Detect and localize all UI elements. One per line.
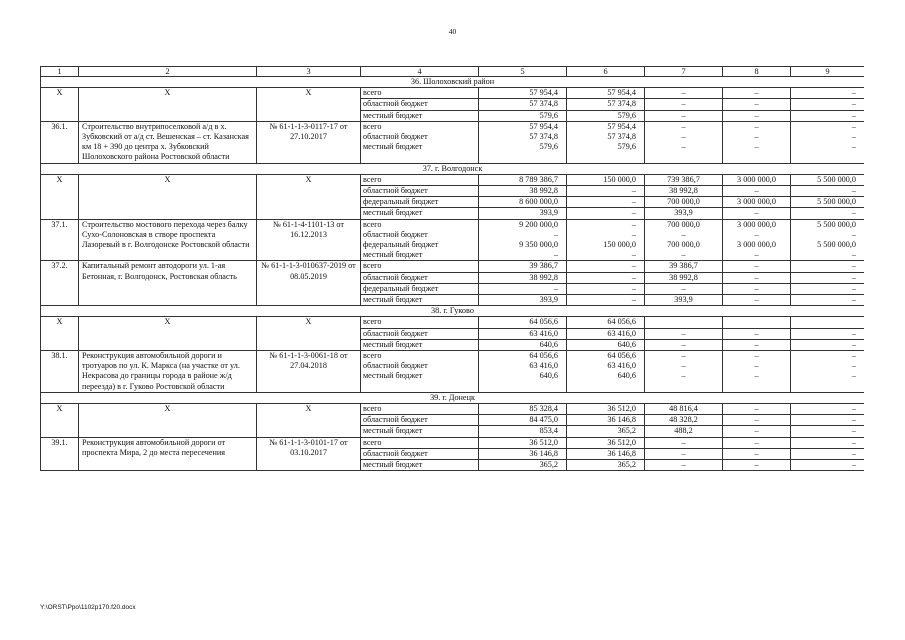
budget-value: – xyxy=(631,229,636,239)
document-number: X xyxy=(257,404,361,438)
budget-value: областной бюджет xyxy=(361,448,479,459)
budget-value: 579,6 xyxy=(567,110,645,121)
budget-value: – xyxy=(851,361,856,371)
budget-value: – xyxy=(754,371,759,381)
budget-value: – xyxy=(723,283,791,294)
column-header: 7 xyxy=(645,67,723,77)
budget-value: 853,4 xyxy=(479,426,567,437)
budget-value: 38 992,8 xyxy=(645,186,723,197)
row-number: X xyxy=(41,88,79,122)
budget-value: местный бюджет xyxy=(361,426,479,437)
table-row xyxy=(41,351,865,393)
budget-value: – xyxy=(723,448,791,459)
budget-value: 640,6 xyxy=(567,339,645,350)
budget-value: – xyxy=(791,448,865,459)
row-number: X xyxy=(41,404,79,438)
budget-cell xyxy=(361,219,479,261)
budget-value: 85 328,4 xyxy=(479,404,567,415)
budget-cell xyxy=(645,121,723,163)
budget-value: 365,2 xyxy=(567,460,645,471)
budget-value: 57 954,4 xyxy=(607,121,636,131)
budget-value xyxy=(645,317,723,328)
budget-value: местный бюджет xyxy=(363,250,423,260)
budget-value: – xyxy=(567,208,645,219)
budget-value: – xyxy=(553,250,558,260)
budget-value: областной бюджет xyxy=(361,99,479,110)
budget-value: 39 386,7 xyxy=(645,261,723,272)
budget-value: 57 374,8 xyxy=(529,132,558,141)
document-number: № 61-1-1-3-0101-17 от 03.10.2017 xyxy=(257,437,361,471)
object-name: Реконструкция автомобильной дороги и тротуаров по ул. К. Маркса (на участке от ул. Некрасова до границы города в районе ж/д переезда) в г. Гуково Ростовской области xyxy=(79,351,257,393)
object-name: X xyxy=(79,88,257,122)
budget-value: – xyxy=(851,250,856,260)
budget-value: – xyxy=(791,110,865,121)
budget-value: – xyxy=(681,121,686,131)
budget-value: 150 000,0 xyxy=(567,174,645,185)
budget-value: – xyxy=(723,208,791,219)
budget-value: 9 350 000,0 xyxy=(519,240,558,250)
budget-value: местный бюджет xyxy=(361,208,479,219)
budget-value: 700 000,0 xyxy=(645,197,723,208)
budget-value: 38 992,8 xyxy=(479,186,567,197)
section-title: 38. г. Гуково xyxy=(41,306,865,317)
budget-value: – xyxy=(645,437,723,448)
budget-table xyxy=(40,66,864,471)
budget-value: 9 200 000,0 xyxy=(519,219,558,229)
budget-value: 63 416,0 xyxy=(567,328,645,339)
budget-value: 36 512,0 xyxy=(567,404,645,415)
budget-value: – xyxy=(645,283,723,294)
budget-value: – xyxy=(754,250,759,260)
table-row xyxy=(41,437,865,448)
budget-value: федеральный бюджет xyxy=(361,197,479,208)
budget-cell xyxy=(567,351,645,393)
budget-cell xyxy=(567,219,645,261)
budget-value: 63 416,0 xyxy=(479,328,567,339)
budget-value: 488,2 xyxy=(645,426,723,437)
budget-value: – xyxy=(723,99,791,110)
budget-value xyxy=(723,317,791,328)
budget-cell xyxy=(567,121,645,163)
budget-cell xyxy=(791,219,865,261)
budget-value: – xyxy=(645,448,723,459)
budget-value: всего xyxy=(361,437,479,448)
budget-value: местный бюджет xyxy=(361,295,479,306)
budget-value: местный бюджет xyxy=(361,460,479,471)
row-number: 36.1. xyxy=(41,121,79,163)
budget-value: – xyxy=(723,295,791,306)
budget-value: – xyxy=(681,371,686,381)
table-row xyxy=(41,404,865,415)
budget-value: 393,9 xyxy=(645,295,723,306)
budget-value: 84 475,0 xyxy=(479,415,567,426)
object-name: X xyxy=(79,404,257,438)
budget-value: – xyxy=(791,88,865,99)
budget-value: 57 954,4 xyxy=(479,88,567,99)
budget-value: всего xyxy=(361,261,479,272)
document-number: № 61-1-1-3-0061-18 от 27.04.2018 xyxy=(257,351,361,393)
budget-value: – xyxy=(754,121,759,131)
budget-value: 36 146,8 xyxy=(567,448,645,459)
budget-value: всего xyxy=(361,317,479,328)
budget-cell xyxy=(791,351,865,393)
budget-value: областной бюджет xyxy=(361,272,479,283)
budget-value: 38 992,8 xyxy=(479,272,567,283)
budget-value: – xyxy=(791,404,865,415)
budget-value: федеральный бюджет xyxy=(363,240,439,250)
budget-value: – xyxy=(851,121,856,131)
budget-value: 640,6 xyxy=(539,371,558,381)
budget-value: 38 992,8 xyxy=(645,272,723,283)
budget-value: областной бюджет xyxy=(361,328,479,339)
row-number: 39.1. xyxy=(41,437,79,471)
budget-value: – xyxy=(754,229,759,239)
budget-value: – xyxy=(791,186,865,197)
budget-value: – xyxy=(754,132,759,141)
budget-value: всего xyxy=(363,219,382,229)
section-row xyxy=(41,77,865,88)
budget-value: – xyxy=(723,186,791,197)
budget-value: местный бюджет xyxy=(361,339,479,350)
budget-value: – xyxy=(681,250,686,260)
table-row xyxy=(41,219,865,261)
object-name: Реконструкция автомобильной дороги от проспекта Мира, 2 до места пересечения xyxy=(79,437,257,471)
budget-value: 393,9 xyxy=(645,208,723,219)
budget-value: 700 000,0 xyxy=(667,240,700,250)
budget-value: – xyxy=(791,437,865,448)
section-title: 36. Шолоховский район xyxy=(41,77,865,88)
column-header: 5 xyxy=(479,67,567,77)
budget-value: – xyxy=(723,261,791,272)
budget-value: – xyxy=(723,415,791,426)
budget-value: 365,2 xyxy=(479,460,567,471)
budget-value: – xyxy=(754,361,759,371)
column-header: 8 xyxy=(723,67,791,77)
budget-value: – xyxy=(723,88,791,99)
budget-value: 8 789 386,7 xyxy=(479,174,567,185)
budget-value: – xyxy=(791,208,865,219)
document-number: № 61-1-1-3-0117-17 от 27.10.2017 xyxy=(257,121,361,163)
budget-value: 63 416,0 xyxy=(607,361,636,371)
budget-value: 393,9 xyxy=(479,208,567,219)
budget-value: 150 000,0 xyxy=(603,240,636,250)
budget-value: – xyxy=(791,426,865,437)
column-header: 2 xyxy=(79,67,257,77)
budget-value: – xyxy=(791,295,865,306)
budget-value: – xyxy=(723,404,791,415)
budget-cell xyxy=(645,219,723,261)
file-path-footer: Y:\ORST\Ppo\1102p170.f20.docx xyxy=(40,604,136,611)
budget-value: всего xyxy=(363,351,382,361)
budget-value: 5 500 000,0 xyxy=(791,197,865,208)
budget-value: – xyxy=(791,272,865,283)
budget-value: – xyxy=(567,186,645,197)
budget-value: 579,6 xyxy=(479,110,567,121)
budget-value: местный бюджет xyxy=(363,371,423,381)
budget-value: – xyxy=(645,339,723,350)
budget-value: 640,6 xyxy=(617,371,636,381)
section-row xyxy=(41,306,865,317)
budget-value: областной бюджет xyxy=(361,186,479,197)
budget-value: областной бюджет xyxy=(363,229,428,239)
budget-value: – xyxy=(791,99,865,110)
section-row xyxy=(41,163,865,174)
page-number: 40 xyxy=(448,27,457,36)
budget-value: – xyxy=(631,219,636,229)
budget-value: – xyxy=(567,261,645,272)
budget-value: 57 954,4 xyxy=(529,121,558,131)
budget-value: 57 954,4 xyxy=(567,88,645,99)
budget-value: – xyxy=(681,361,686,371)
budget-value: 3 000 000,0 xyxy=(737,219,776,229)
budget-value: – xyxy=(851,371,856,381)
table-row xyxy=(41,174,865,185)
budget-cell xyxy=(479,121,567,163)
budget-value: – xyxy=(754,142,759,152)
budget-value: – xyxy=(851,229,856,239)
document-number: № 61-1-1-3-010637-2019 от 08.05.2019 xyxy=(257,261,361,306)
budget-value: – xyxy=(723,339,791,350)
budget-value: – xyxy=(791,328,865,339)
budget-value: федеральный бюджет xyxy=(361,283,479,294)
header-row xyxy=(41,67,865,77)
budget-value: 5 500 000,0 xyxy=(791,174,865,185)
budget-value: – xyxy=(681,142,686,152)
budget-value: 48 328,2 xyxy=(645,415,723,426)
budget-value: 739 386,7 xyxy=(645,174,723,185)
budget-cell xyxy=(723,121,791,163)
budget-value: – xyxy=(723,460,791,471)
budget-value: – xyxy=(567,283,645,294)
budget-value: 36 512,0 xyxy=(479,437,567,448)
column-header: 6 xyxy=(567,67,645,77)
budget-value: – xyxy=(567,295,645,306)
object-name: Строительство мостового перехода через балку Сухо-Солоновская в створе проспекта Лазоревый в г. Волгодонске Ростовской области xyxy=(79,219,257,261)
budget-value: 579,6 xyxy=(539,142,558,152)
budget-value: 5 500 000,0 xyxy=(817,219,856,229)
budget-value: областной бюджет xyxy=(361,415,479,426)
budget-cell xyxy=(479,351,567,393)
document-number: № 61-1-4-1101-13 от 16.12.2013 xyxy=(257,219,361,261)
object-name: Строительство внутрипоселковой а/д в х. Зубковский от а/д ст. Вешенская – ст. Казанская км 18 + 390 до центра х. Зубковский Шолоховского района Ростовской области xyxy=(79,121,257,163)
budget-value: – xyxy=(723,272,791,283)
budget-value: – xyxy=(851,351,856,361)
budget-value: – xyxy=(479,283,567,294)
budget-value: – xyxy=(791,460,865,471)
table-row xyxy=(41,121,865,163)
column-header: 3 xyxy=(257,67,361,77)
budget-value: 64 056,6 xyxy=(479,317,567,328)
document-number: X xyxy=(257,174,361,219)
budget-value: 48 816,4 xyxy=(645,404,723,415)
budget-value: – xyxy=(567,272,645,283)
budget-value: – xyxy=(681,132,686,141)
budget-cell xyxy=(479,219,567,261)
table-row xyxy=(41,261,865,272)
row-number: X xyxy=(41,317,79,351)
budget-value: всего xyxy=(361,88,479,99)
budget-value: – xyxy=(645,110,723,121)
budget-value: – xyxy=(791,415,865,426)
budget-value: 36 146,8 xyxy=(479,448,567,459)
budget-value: – xyxy=(567,197,645,208)
budget-value: – xyxy=(645,460,723,471)
row-number: 37.1. xyxy=(41,219,79,261)
section-row xyxy=(41,392,865,403)
budget-value: 579,6 xyxy=(617,142,636,152)
budget-value: 3 000 000,0 xyxy=(723,197,791,208)
budget-value: областной бюджет xyxy=(363,361,428,371)
budget-value: – xyxy=(791,339,865,350)
budget-value xyxy=(791,317,865,328)
budget-value: 64 056,6 xyxy=(607,351,636,361)
table-row xyxy=(41,88,865,99)
budget-cell xyxy=(361,121,479,163)
object-name: X xyxy=(79,317,257,351)
budget-cell xyxy=(723,219,791,261)
budget-value: 36 512,0 xyxy=(567,437,645,448)
budget-value: местный бюджет xyxy=(363,142,423,152)
budget-value: – xyxy=(553,229,558,239)
row-number: 38.1. xyxy=(41,351,79,393)
column-header: 1 xyxy=(41,67,79,77)
row-number: X xyxy=(41,174,79,219)
budget-value: 365,2 xyxy=(567,426,645,437)
object-name: Капитальный ремонт автодороги ул. 1-ая Бетонная, г. Волгодонск, Ростовская область xyxy=(79,261,257,306)
budget-value: – xyxy=(681,229,686,239)
budget-cell xyxy=(361,351,479,393)
budget-cell xyxy=(645,351,723,393)
budget-value: – xyxy=(723,426,791,437)
budget-value: – xyxy=(723,437,791,448)
budget-value: – xyxy=(631,250,636,260)
budget-value: 640,6 xyxy=(479,339,567,350)
section-title: 39. г. Донецк xyxy=(41,392,865,403)
budget-value: 36 146,8 xyxy=(567,415,645,426)
budget-value: 5 500 000,0 xyxy=(817,240,856,250)
budget-value: 8 600 000,0 xyxy=(479,197,567,208)
budget-value: 3 000 000,0 xyxy=(737,240,776,250)
budget-value: 393,9 xyxy=(479,295,567,306)
budget-cell xyxy=(791,121,865,163)
budget-value: – xyxy=(851,132,856,141)
budget-value: – xyxy=(645,328,723,339)
column-header: 9 xyxy=(791,67,865,77)
budget-value: – xyxy=(723,110,791,121)
budget-value: – xyxy=(791,283,865,294)
object-name: X xyxy=(79,174,257,219)
budget-value: – xyxy=(791,261,865,272)
document-number: X xyxy=(257,88,361,122)
row-number: 37.2. xyxy=(41,261,79,306)
budget-value: – xyxy=(645,88,723,99)
budget-value: – xyxy=(723,328,791,339)
table-row xyxy=(41,317,865,328)
budget-value: всего xyxy=(361,174,479,185)
section-title: 37. г. Волгодонск xyxy=(41,163,865,174)
budget-table-container xyxy=(40,66,864,596)
budget-value: 63 416,0 xyxy=(529,361,558,371)
document-number: X xyxy=(257,317,361,351)
budget-value: 64 056,6 xyxy=(529,351,558,361)
budget-value: местный бюджет xyxy=(361,110,479,121)
budget-value: 64 056,6 xyxy=(567,317,645,328)
budget-value: – xyxy=(851,142,856,152)
column-header: 4 xyxy=(361,67,479,77)
budget-value: 3 000 000,0 xyxy=(723,174,791,185)
budget-value: всего xyxy=(363,121,382,131)
budget-cell xyxy=(723,351,791,393)
budget-value: областной бюджет xyxy=(363,132,428,141)
budget-value: – xyxy=(754,351,759,361)
budget-value: 57 374,8 xyxy=(479,99,567,110)
budget-value: – xyxy=(681,351,686,361)
budget-value: всего xyxy=(361,404,479,415)
budget-value: 700 000,0 xyxy=(667,219,700,229)
budget-value: 39 386,7 xyxy=(479,261,567,272)
budget-value: 57 374,8 xyxy=(607,132,636,141)
budget-value: 57 374,8 xyxy=(567,99,645,110)
budget-value: – xyxy=(645,99,723,110)
